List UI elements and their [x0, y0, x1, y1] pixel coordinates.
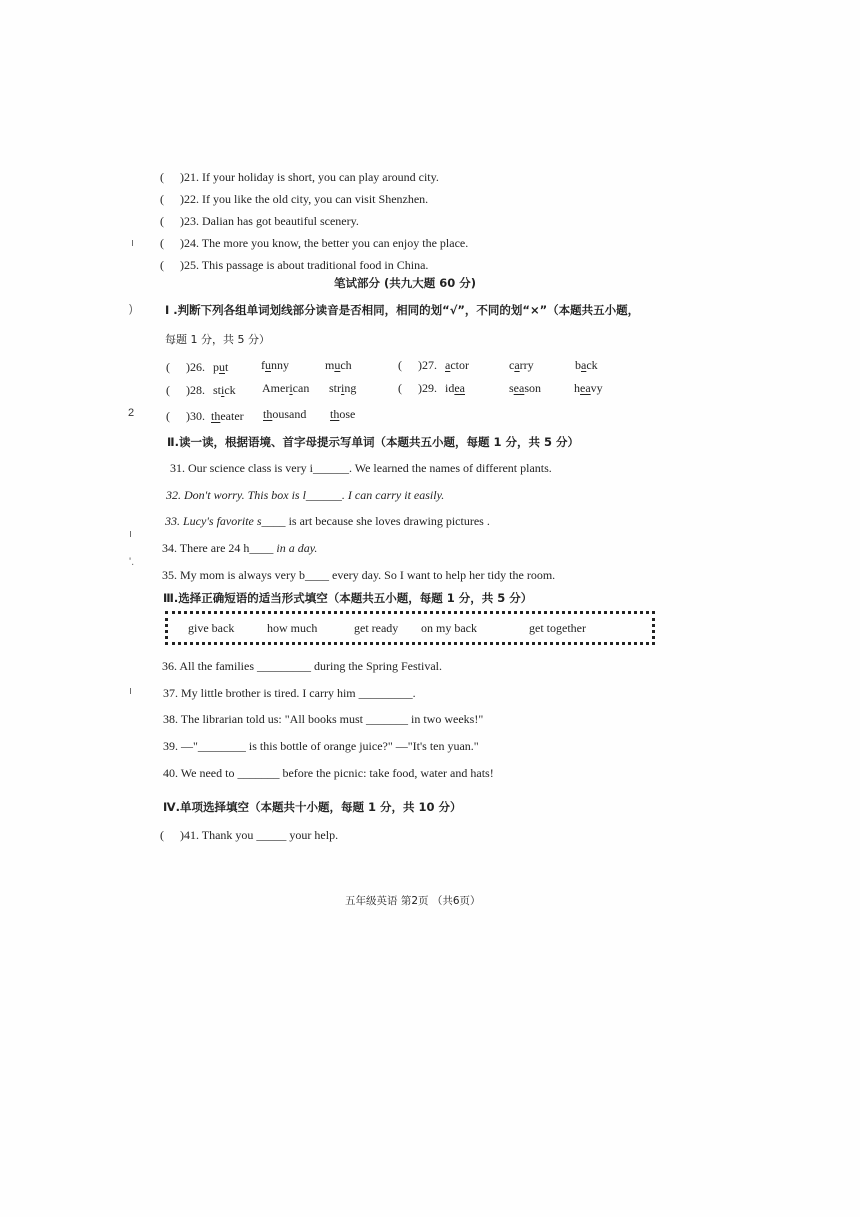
answer-paren: ( — [160, 258, 164, 272]
word: those — [330, 407, 356, 421]
answer-paren: ( — [160, 236, 164, 250]
word: season — [509, 381, 541, 395]
question-number: )29. — [418, 381, 437, 395]
phrase-option: give back — [188, 621, 235, 635]
word: actor — [445, 358, 469, 372]
phrase-option: how much — [267, 621, 318, 635]
section-3-heading: Ⅲ.选择正确短语的适当形式填空（本题共五小题，每题 1 分，共 5 分） — [163, 591, 533, 605]
word: thousand — [263, 407, 307, 421]
word: heavy — [574, 381, 603, 395]
question-34: 34. There are 24 h____ in a day. — [162, 541, 318, 555]
phrase-box — [165, 611, 655, 645]
question-number: )30. — [186, 409, 205, 423]
phrase-option: get ready — [354, 621, 399, 635]
question-31: 31. Our science class is very i______. We learned the names of different plants. — [170, 461, 552, 475]
question-36: 36. All the families _________ during the Spring Festival. — [162, 659, 442, 673]
margin-mark: 2 — [128, 407, 135, 419]
answer-paren: ( — [160, 214, 164, 228]
section-1-heading: I .判断下列各组单词划线部分读音是否相同，相同的划“√”，不同的划“×”（本题共五小题， — [165, 303, 640, 317]
phrase-option: on my back — [421, 621, 477, 635]
answer-paren: ( — [398, 358, 402, 372]
section-2-heading: Ⅱ.读一读，根据语境、首字母提示写单词（本题共五小题，每题 1 分，共 5 分） — [167, 435, 579, 449]
word: American — [262, 381, 310, 395]
question-41: )41. Thank you _____ your help. — [180, 828, 339, 842]
margin-mark: ı — [131, 237, 135, 249]
question-38: 38. The librarian told us: "All books must _______ in two weeks!" — [163, 712, 484, 726]
margin-mark: ı — [129, 528, 133, 540]
answer-paren: ( — [166, 383, 170, 397]
question-21: )21. If your holiday is short, you can play around city. — [180, 170, 439, 184]
page-footer: 五年级英语 第2页 （共6页） — [345, 895, 481, 907]
margin-mark: ) — [129, 303, 133, 315]
word: funny — [261, 358, 289, 372]
margin-mark: ı — [129, 685, 133, 697]
answer-paren: ( — [160, 828, 164, 842]
answer-paren: ( — [398, 381, 402, 395]
question-number: )26. — [186, 360, 205, 374]
word: back — [575, 358, 598, 372]
answer-paren: ( — [160, 170, 164, 184]
written-part-title: 笔试部分 (共九大题 60 分) — [334, 276, 477, 290]
word: much — [325, 358, 352, 372]
word: stick — [213, 383, 236, 397]
question-35: 35. My mom is always very b____ every day. So I want to help her tidy the room. — [162, 568, 556, 582]
question-23: )23. Dalian has got beautiful scenery. — [180, 214, 359, 228]
question-39: 39. —"________ is this bottle of orange juice?" —"It's ten yuan." — [163, 739, 479, 753]
question-33: 33. Lucy's favorite s____ is art because she loves drawing pictures . — [165, 514, 490, 528]
section-4-heading: Ⅳ.单项选择填空（本题共十小题，每题 1 分，共 10 分） — [163, 800, 462, 814]
question-32: 32. Don't worry. This box is l______. I can carry it easily. — [166, 488, 445, 502]
word: carry — [509, 358, 534, 372]
question-22: )22. If you like the old city, you can visit Shenzhen. — [180, 192, 429, 206]
question-37: 37. My little brother is tired. I carry him _________. — [163, 686, 416, 700]
word: string — [329, 381, 357, 395]
answer-paren: ( — [160, 192, 164, 206]
question-24: )24. The more you know, the better you can enjoy the place. — [180, 236, 469, 250]
answer-paren: ( — [166, 409, 170, 423]
question-number: )27. — [418, 358, 437, 372]
question-25: )25. This passage is about traditional food in China. — [180, 258, 429, 272]
word: theater — [211, 409, 244, 423]
word: idea — [445, 381, 465, 395]
margin-mark: '. — [129, 556, 135, 568]
section-1-heading-cont: 每题 1 分，共 5 分） — [165, 333, 270, 346]
question-number: )28. — [186, 383, 205, 397]
question-40: 40. We need to _______ before the picnic: take food, water and hats! — [163, 766, 494, 780]
word: put — [213, 360, 229, 374]
phrase-option: get together — [529, 621, 586, 635]
answer-paren: ( — [166, 360, 170, 374]
